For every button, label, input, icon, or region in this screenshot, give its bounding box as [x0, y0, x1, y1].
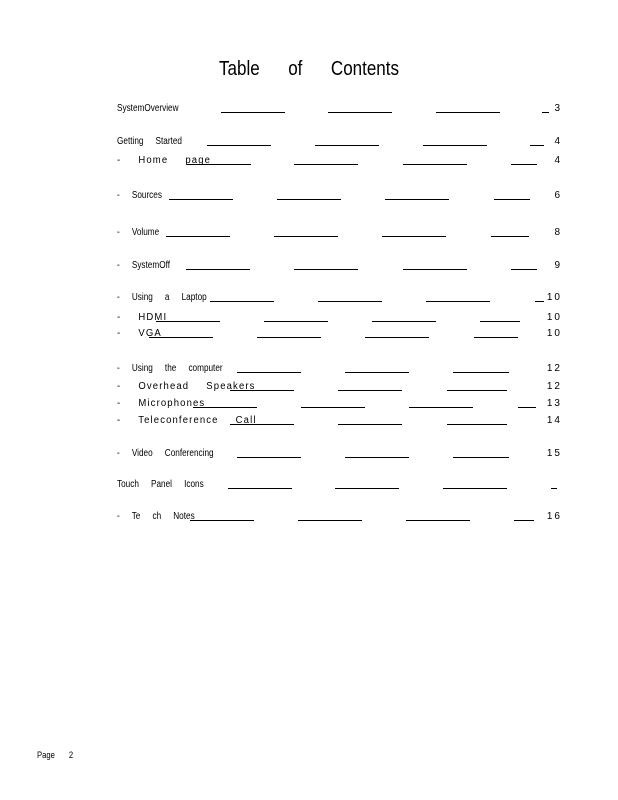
toc-entry-label: - Video Conferencing [117, 448, 214, 459]
toc-entry-label: - Overhead Speakers [117, 381, 256, 392]
leader-line [406, 520, 470, 521]
toc-entry-label: - Using the computer [117, 363, 223, 374]
leader-line [294, 269, 358, 270]
leader-line [480, 321, 520, 322]
toc-entry-video-conferencing [117, 447, 562, 461]
leader-line [443, 488, 507, 489]
toc-entry-sources [117, 189, 562, 203]
toc-entry-label: - SystemOff [117, 260, 170, 271]
toc-entry-label: SystemOverview [117, 103, 179, 114]
leader-line [230, 390, 294, 391]
leader-line [193, 407, 257, 408]
leader-line [274, 236, 338, 237]
toc-entry-volume [117, 226, 562, 240]
leader-line [207, 145, 271, 146]
toc-entry-page: 9 [554, 260, 562, 271]
toc-entry-page: 4 [554, 136, 562, 147]
toc-entry-overhead-speakers [117, 380, 562, 394]
leader-line [491, 236, 529, 237]
leader-line [385, 199, 449, 200]
toc-entry-vga [117, 327, 562, 341]
toc-entry-page: 6 [554, 190, 562, 201]
leader-line [453, 372, 509, 373]
leader-line [542, 112, 549, 113]
toc-entry-label: Getting Started [117, 136, 182, 147]
leader-line [294, 164, 358, 165]
leader-line [187, 164, 251, 165]
leader-line [315, 145, 379, 146]
leader-line [264, 321, 328, 322]
toc-entry-page: 12 [546, 381, 562, 392]
leader-line [335, 488, 399, 489]
leader-line [514, 520, 534, 521]
leader-line [298, 520, 362, 521]
toc-entry-touch-panel-icons [117, 478, 562, 492]
leader-line [403, 164, 467, 165]
toc-entry-home-page [117, 154, 562, 168]
leader-line [345, 457, 409, 458]
leader-line [190, 520, 254, 521]
leader-line [447, 424, 507, 425]
toc-entry-page: 3 [554, 103, 562, 114]
toc-entry-hdmi [117, 311, 562, 325]
toc-entry-page: 15 [546, 448, 562, 459]
toc-entry-system-overview [117, 102, 562, 116]
toc-entry-label: - Te ch Notes [117, 511, 195, 522]
toc-entry-getting-started [117, 135, 562, 149]
leader-line [149, 337, 213, 338]
toc-entry-teleconference-call [117, 414, 562, 428]
leader-line [447, 390, 507, 391]
leader-line [365, 337, 429, 338]
leader-line [551, 488, 557, 489]
toc-entry-label: - HDMI [117, 312, 168, 323]
leader-line [382, 236, 446, 237]
leader-line [221, 112, 285, 113]
leader-line [318, 301, 382, 302]
leader-line [345, 372, 409, 373]
leader-line [372, 321, 436, 322]
page-number-footer: Page 2 [37, 750, 74, 760]
page-title: Table of Contents [219, 58, 399, 80]
toc-entry-label: - Teleconference Call [117, 415, 257, 426]
leader-line [156, 321, 220, 322]
toc-entry-page: 14 [546, 415, 562, 426]
toc-entry-page: 16 [546, 511, 562, 522]
leader-line [409, 407, 473, 408]
leader-line [210, 301, 274, 302]
table-of-contents [117, 0, 562, 540]
toc-entry-using-laptop [117, 291, 562, 305]
leader-line [426, 301, 490, 302]
toc-entry-label: - VGA [117, 328, 162, 339]
leader-line [530, 145, 544, 146]
leader-line [511, 164, 537, 165]
toc-entry-using-computer [117, 362, 562, 376]
toc-entry-page: 4 [554, 155, 562, 166]
leader-line [169, 199, 233, 200]
toc-entry-label: - Sources [117, 190, 162, 201]
leader-line [301, 407, 365, 408]
leader-line [237, 372, 301, 373]
toc-entry-page: 12 [546, 363, 562, 374]
leader-line [230, 424, 294, 425]
toc-entry-label: Touch Panel Icons [117, 479, 204, 490]
leader-line [228, 488, 292, 489]
toc-entry-page: 13 [546, 398, 562, 409]
toc-entry-page: 8 [554, 227, 562, 238]
leader-line [535, 301, 544, 302]
leader-line [186, 269, 250, 270]
leader-line [237, 457, 301, 458]
leader-line [257, 337, 321, 338]
toc-entry-label: - Using a Laptop [117, 292, 207, 303]
toc-entry-label: - Volume [117, 227, 160, 238]
toc-entry-page: 10 [546, 312, 562, 323]
toc-entry-label: - Microphones [117, 398, 206, 409]
leader-line [277, 199, 341, 200]
leader-line [518, 407, 536, 408]
leader-line [403, 269, 467, 270]
leader-line [166, 236, 230, 237]
toc-entry-tech-notes [117, 510, 562, 524]
toc-entry-label: - Home page [117, 155, 212, 166]
toc-entry-page: 10 [546, 292, 562, 303]
leader-line [436, 112, 500, 113]
leader-line [328, 112, 392, 113]
leader-line [453, 457, 509, 458]
leader-line [338, 390, 402, 391]
leader-line [338, 424, 402, 425]
toc-entry-page: 10 [546, 328, 562, 339]
leader-line [494, 199, 530, 200]
leader-line [511, 269, 537, 270]
toc-entry-system-off [117, 259, 562, 273]
leader-line [423, 145, 487, 146]
toc-entry-microphones [117, 397, 562, 411]
leader-line [474, 337, 518, 338]
